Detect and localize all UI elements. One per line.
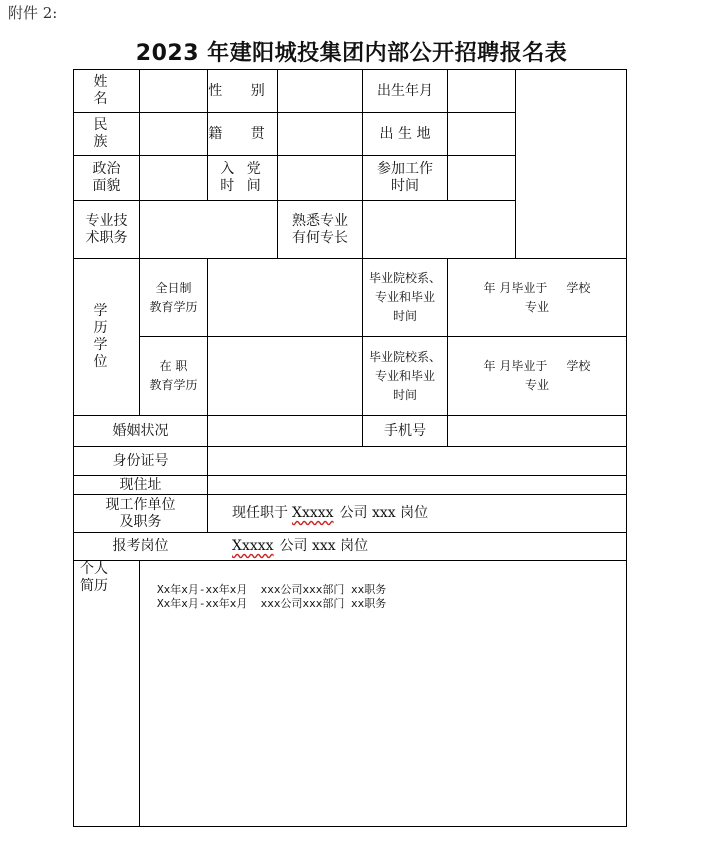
label-skill-line1: 熟悉专业	[292, 212, 348, 229]
field-applied-position[interactable]	[208, 533, 626, 560]
label-school-line2: 专业和毕业	[374, 290, 435, 304]
label-party-date	[208, 156, 277, 200]
label-school-line1: 毕业院校系、	[368, 271, 441, 285]
field-birthplace[interactable]	[448, 113, 515, 155]
label-fulltime-line2: 教育学历	[149, 299, 198, 314]
field-native-place[interactable]	[278, 113, 362, 155]
label-employer-line2: 及职务	[119, 513, 162, 530]
employer-prefix: 现任职于	[232, 505, 288, 521]
label-inservice-school	[363, 337, 447, 415]
field-gender[interactable]	[278, 70, 362, 112]
field-fulltime-school[interactable]	[448, 259, 626, 336]
grid-line	[73, 826, 627, 827]
fulltime-grad-line2: 专业	[524, 300, 549, 314]
applied-company: Xxxxx	[232, 538, 274, 554]
label-gender: 性 别	[208, 82, 277, 99]
label-work-start-line1: 参加工作	[377, 161, 433, 177]
label-title-line2: 术职务	[85, 229, 128, 246]
label-title-line1: 专业技	[85, 212, 128, 229]
label-inservice-line2: 教育学历	[149, 378, 198, 392]
label-party-line1: 入 党	[220, 161, 265, 177]
label-birth-date: 出生年月	[377, 82, 433, 99]
field-professional-title[interactable]	[140, 201, 277, 258]
label-skill-line2: 有何专长	[292, 229, 348, 246]
field-party-date[interactable]	[278, 156, 362, 200]
resume-line: Xx年x月-xx年x月 xxx公司xxx部门 xx职务	[157, 597, 387, 610]
label-political-status	[74, 156, 139, 200]
photo-box[interactable]	[516, 70, 626, 258]
label-work-start	[363, 156, 447, 200]
inservice-grad-line2: 专业	[524, 378, 549, 392]
applied-suffix: 公司 xxx 岗位	[279, 538, 369, 554]
field-resume[interactable]	[140, 561, 626, 826]
label-edu-line2: 学 位	[93, 337, 120, 370]
field-name[interactable]	[140, 70, 207, 112]
label-professional-title	[74, 201, 139, 258]
label-school2-line2: 专业和毕业	[374, 368, 435, 383]
label-employer-line1: 现工作单位	[105, 496, 176, 513]
field-inservice-education[interactable]	[208, 337, 362, 415]
resume-line: Xx年x月-xx年x月 xxx公司xxx部门 xx职务	[157, 583, 387, 596]
field-inservice-school[interactable]	[448, 337, 626, 415]
label-political-line1: 政治	[92, 161, 121, 177]
label-phone: 手机号	[384, 422, 426, 439]
label-school-line3: 时间	[392, 309, 417, 323]
label-ethnicity: 民 族	[93, 117, 120, 150]
field-current-employer[interactable]	[208, 495, 626, 532]
label-party-line2: 时 间	[220, 178, 265, 194]
label-inservice-line1: 在 职	[159, 359, 188, 373]
label-political-line2: 面貌	[92, 178, 121, 194]
fulltime-grad-line1: 年 月毕业于 学校	[483, 281, 591, 295]
label-fulltime-education	[140, 259, 207, 336]
label-birthplace: 出 生 地	[379, 125, 431, 142]
label-work-start-line2: 时间	[391, 178, 419, 194]
field-birth-date[interactable]	[448, 70, 515, 112]
grid-line	[626, 69, 627, 826]
label-resume-line2: 简历	[80, 578, 108, 594]
field-marital-status[interactable]	[208, 416, 362, 446]
label-resume	[74, 561, 139, 826]
label-native-place: 籍 贯	[208, 125, 277, 142]
label-school2-line1: 毕业院校系、	[368, 349, 441, 364]
field-id-number[interactable]	[208, 447, 626, 475]
employer-company: Xxxxx	[292, 505, 334, 521]
field-specialty[interactable]	[363, 201, 515, 258]
label-fulltime-line1: 全日制	[155, 280, 192, 295]
form-title: 2023 年建阳城投集团内部公开招聘报名表	[135, 41, 568, 66]
label-address: 现住址	[119, 476, 162, 493]
label-applied-position: 报考岗位	[112, 538, 169, 554]
label-fulltime-school	[363, 259, 447, 336]
field-address[interactable]	[208, 476, 626, 494]
label-marital-status: 婚姻状况	[112, 422, 169, 439]
field-phone[interactable]	[448, 416, 626, 446]
label-specialty	[278, 201, 362, 258]
label-inservice-education	[140, 337, 207, 415]
field-work-start[interactable]	[448, 156, 515, 200]
label-id-number: 身份证号	[112, 452, 169, 469]
field-political-status[interactable]	[140, 156, 207, 200]
attachment-label: 附件 2:	[8, 4, 58, 22]
label-current-employer	[74, 495, 207, 532]
label-education	[74, 259, 139, 415]
label-resume-line1: 个人	[80, 561, 108, 577]
employer-suffix: 公司 xxx 岗位	[339, 505, 429, 521]
inservice-grad-line1: 年 月毕业于 学校	[483, 359, 591, 373]
label-name: 姓 名	[93, 74, 120, 107]
label-edu-line1: 学 历	[93, 303, 120, 336]
label-school2-line3: 时间	[392, 387, 417, 402]
field-fulltime-education[interactable]	[208, 259, 362, 336]
field-ethnicity[interactable]	[140, 113, 207, 155]
